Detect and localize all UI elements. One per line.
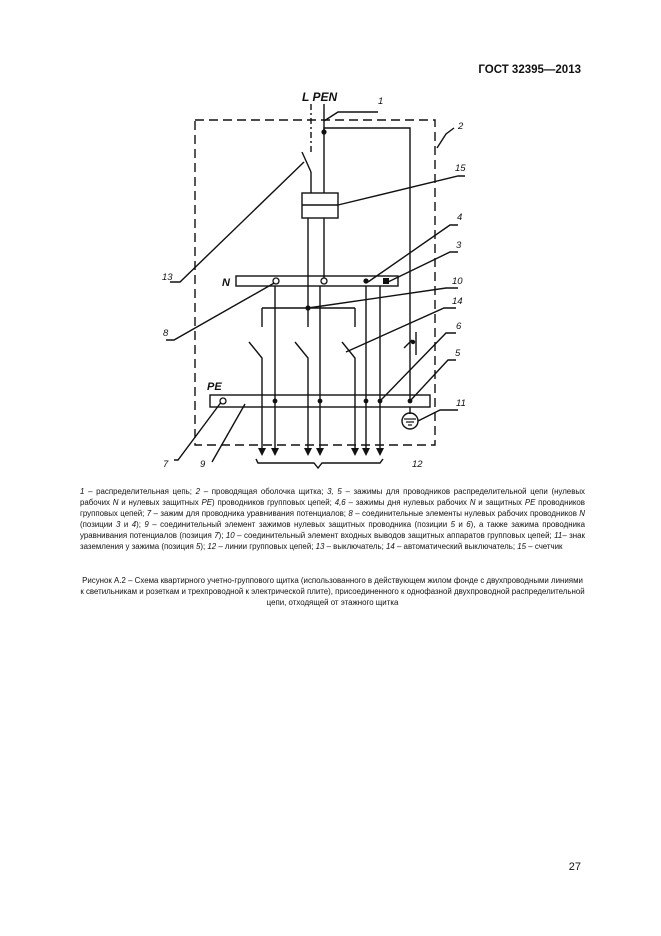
legend-segment: 7	[146, 508, 152, 518]
leader-13	[170, 162, 304, 282]
legend-segment: – счетчик	[526, 541, 563, 551]
legend-segment: – соединительный элемент входных выводов защитных аппаратов групповых цепей;	[234, 530, 555, 540]
legend-segment: и	[120, 519, 132, 529]
legend-segment: и нулевых защитных	[118, 497, 202, 507]
callout-5: 5	[455, 348, 461, 359]
leader-8	[166, 282, 276, 340]
legend-segment: 5	[195, 541, 201, 551]
legend-segment: 4	[131, 519, 137, 529]
junction-pen	[321, 129, 326, 134]
callout-1: 1	[378, 96, 384, 107]
terminal-3	[383, 278, 389, 284]
breaker-3	[342, 342, 355, 452]
junction-pe-6	[378, 399, 383, 404]
leader-3	[388, 252, 458, 282]
callout-3: 3	[456, 240, 462, 251]
legend-segment: 1	[80, 487, 85, 496]
terminal-7	[220, 398, 226, 404]
legend-segment: 15	[517, 541, 527, 551]
arrow-7	[376, 448, 384, 456]
arrow-6	[362, 448, 370, 456]
legend-segment: 3	[116, 519, 121, 529]
figure-caption: Рисунок А.2 – Схема квартирного учетно-группового щитка (использованного в действующем жилом фонде с двухпроводными линиями к светильникам и розеткам и трехпроводной к электрической плите), присоединенного к однофазной двухпроводной распределительной цепи, отходящей от этажного щитка	[80, 576, 585, 607]
legend-segment: ), а также зажима проводника уравнивания потенциалов (позиция	[80, 519, 585, 540]
callout-14: 14	[452, 296, 463, 307]
legend-segment: – соединительные элементы нулевых рабочих проводников	[352, 508, 580, 518]
leader-9	[212, 404, 245, 462]
callout-7: 7	[163, 459, 169, 470]
figure-legend	[80, 487, 585, 552]
legend-segment: );	[218, 530, 226, 540]
leader-2	[437, 128, 454, 148]
legend-segment: – распределительная цепь;	[84, 487, 196, 496]
legend-segment: 9	[144, 519, 149, 529]
leader-6	[380, 333, 456, 401]
legend-segment: – выключатель;	[324, 541, 386, 551]
small-switch-dot	[411, 340, 415, 344]
leader-11	[418, 410, 458, 421]
legend-segment: 6	[466, 519, 471, 529]
terminal-8	[273, 278, 279, 284]
callout-2: 2	[458, 121, 464, 132]
legend-segment: – знак заземления у зажима (позиция	[80, 530, 585, 551]
legend-segment: 12	[207, 541, 217, 551]
legend-segment: ) проводников групповых цепей;	[212, 497, 335, 507]
junction-distribution	[305, 305, 310, 310]
legend-segment: N	[112, 497, 119, 507]
legend-segment: 8	[348, 508, 353, 518]
legend-segment: – автоматический выключатель;	[394, 541, 518, 551]
callout-9: 9	[200, 459, 206, 470]
junction-n-4	[363, 278, 368, 283]
legend-segment: PE	[524, 497, 536, 507]
legend-segment: 11	[554, 530, 563, 540]
leader-4	[368, 225, 458, 282]
junction-pe-3	[364, 399, 369, 404]
callout-10: 10	[452, 276, 463, 287]
leader-15	[338, 176, 465, 205]
callout-13: 13	[162, 272, 173, 283]
callout-4: 4	[457, 212, 463, 223]
arrow-4	[316, 448, 324, 456]
arrow-3	[304, 448, 312, 456]
legend-segment: N	[469, 497, 476, 507]
document-header: ГОСТ 32395—2013	[478, 64, 581, 76]
legend-segment: 2	[195, 487, 201, 496]
arrow-1	[258, 448, 266, 456]
page-number: 27	[568, 861, 581, 873]
enclosure-boundary	[195, 120, 435, 445]
legend-segment: – зажим для проводника уравнивания потенциалов;	[151, 508, 349, 518]
leader-7	[174, 401, 222, 460]
callout-15: 15	[455, 163, 466, 174]
callout-6: 6	[456, 321, 462, 332]
callout-8: 8	[163, 328, 169, 339]
ground-circle	[402, 413, 418, 429]
legend-segment: – проводящая оболочка щитка;	[200, 487, 328, 496]
breaker-2	[295, 342, 308, 452]
legend-segment: – соединительный элемент зажимов нулевых защитных проводника (позиции	[148, 519, 451, 529]
arrow-5	[351, 448, 359, 456]
legend-segment: – зажимы для проводников распределительной цепи (нулевых рабочих	[80, 487, 586, 507]
legend-segment: проводников групповых цепей;	[80, 497, 586, 518]
legend-segment: и защитных	[475, 497, 525, 507]
callout-12: 12	[412, 459, 423, 470]
legend-segment: 14	[386, 541, 395, 551]
legend-segment: 5	[450, 519, 455, 529]
legend-segment: 13	[315, 541, 325, 551]
leader-14	[346, 308, 456, 352]
legend-segment: 10	[225, 530, 235, 540]
legend-segment: N	[579, 508, 585, 518]
terminal-n-2	[321, 278, 327, 284]
brace-12	[256, 459, 383, 468]
label-bus-n: N	[222, 277, 230, 289]
arrow-2	[271, 448, 279, 456]
legend-segment: );	[200, 541, 208, 551]
legend-segment: PE	[201, 497, 213, 507]
legend-segment: – зажимы дня нулевых рабочих	[345, 497, 470, 507]
legend-segment: – линии групповых цепей;	[216, 541, 316, 551]
legend-segment: 7	[214, 530, 219, 540]
small-switch	[404, 340, 412, 348]
legend-segment: (позиции	[80, 519, 117, 529]
junction-pe-5	[408, 399, 413, 404]
junction-pe-1	[273, 399, 278, 404]
junction-pe-2	[318, 399, 323, 404]
legend-segment: 4,6	[334, 497, 346, 507]
pen-conductor	[324, 128, 410, 402]
label-feed: L PEN	[302, 90, 338, 104]
callout-11: 11	[456, 398, 466, 409]
breaker-1	[249, 342, 262, 452]
legend-segment: 3, 5	[327, 487, 342, 496]
legend-segment: и	[454, 519, 467, 529]
label-bus-pe: PE	[207, 381, 222, 393]
legend-segment: );	[136, 519, 145, 529]
